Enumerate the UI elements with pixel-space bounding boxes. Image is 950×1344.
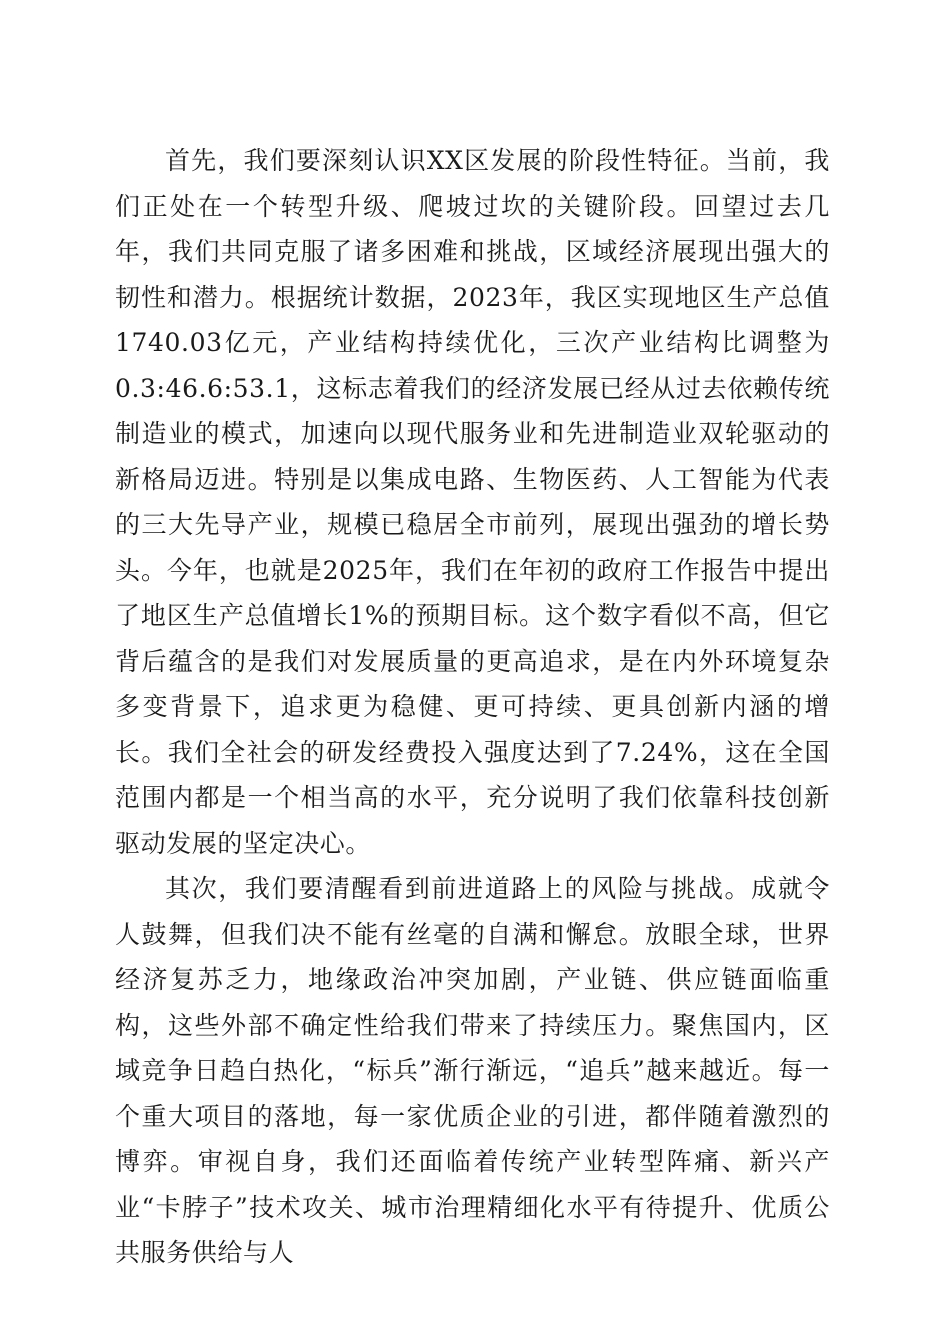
paragraph-stage-characteristics: 首先，我们要深刻认识XX区发展的阶段性特征。当前，我们正处在一个转型升级、爬坡过坎的关键阶段。回望过去几年，我们共同克服了诸多困难和挑战，区域经济展现出强大的韧性和潜力。根据统计数据，2023年，我区实现地区生产总值1740.03亿元，产业结构持续优化，三次产业结构比调整为0.3:46.6:53.1，这标志着我们的经济发展已经从过去依赖传统制造业的模式，加速向以现代服务业和先进制造业双轮驱动的新格局迈进。特别是以集成电路、生物医药、人工智能为代表的三大先导产业，规模已稳居全市前列，展现出强劲的增长势头。今年，也就是2025年，我们在年初的政府工作报告中提出了地区生产总值增长1%的预期目标。这个数字看似不高，但它背后蕴含的是我们对发展质量的更高追求，是在内外环境复杂多变背景下，追求更为稳健、更可持续、更具创新内涵的增长。我们全社会的研发经费投入强度达到了7.24%，这在全国范围内都是一个相当高的水平，充分说明了我们依靠科技创新驱动发展的坚定决心。 xyxy=(115,146,830,858)
paragraph-risks-challenges: 其次，我们要清醒看到前进道路上的风险与挑战。成就令人鼓舞，但我们决不能有丝毫的自满和懈怠。放眼全球，世界经济复苏乏力，地缘政治冲突加剧，产业链、供应链面临重构，这些外部不确定性给我们带来了持续压力。聚焦国内，区域竞争日趋白热化，“标兵”渐行渐远，“追兵”越来越近。每一个重大项目的落地，每一家优质企业的引进，都伴随着激烈的博弈。审视自身，我们还面临着传统产业转型阵痛、新兴产业“卡脖子”技术攻关、城市治理精细化水平有待提升、优质公共服务供给与人 xyxy=(115,874,830,1267)
body-text xyxy=(115,138,830,1276)
